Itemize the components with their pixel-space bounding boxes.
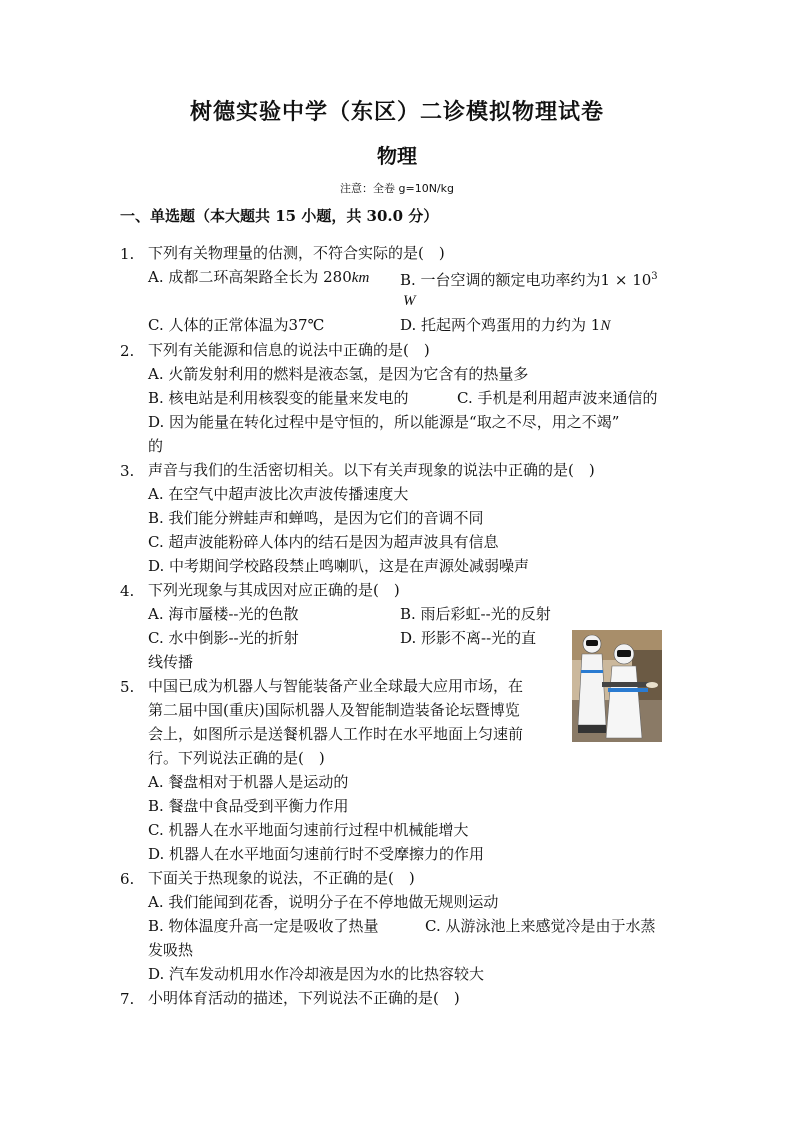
option-c: C. 从游泳池上来感觉冷是由于水蒸 (425, 917, 656, 935)
option-d: D. 托起两个鸡蛋用的力约为 1N (400, 316, 611, 334)
option-b: B. 雨后彩虹--光的反射 (400, 605, 551, 623)
section-heading: 一、单选题（本大题共 15 小题，共 30.0 分） (120, 207, 439, 225)
option-b: B. 物体温度升高一定是吸收了热量 (148, 917, 379, 935)
option-d: D. 中考期间学校路段禁止鸣喇叭，这是在声源处减弱噪声 (148, 557, 530, 575)
question-stem-cont: 第二届中国(重庆)国际机器人及智能制造装备论坛暨博览 (148, 701, 520, 719)
question-number: 4. (120, 582, 135, 600)
exam-subject: 物理 (377, 144, 417, 168)
question-number: 7. (120, 990, 135, 1008)
question-stem: 下列有关能源和信息的说法中正确的是( ) (148, 341, 430, 359)
question-stem: 声音与我们的生活密切相关。以下有关声现象的说法中正确的是( ) (148, 461, 595, 479)
option-c: C. 机器人在水平地面匀速前行过程中机械能增大 (148, 821, 469, 839)
question-number: 6. (120, 870, 135, 888)
question-number: 2. (120, 342, 135, 360)
exam-note: 注意：全卷 g=10N/kg (340, 182, 454, 195)
option-b: B. 一台空调的额定电功率约为$1 \times 10^3$ (400, 271, 658, 289)
option-c: C. 人体的正常体温为37℃ (148, 316, 325, 334)
question-number: 3. (120, 462, 135, 480)
option-d-cont: 线传播 (148, 653, 194, 671)
question-stem: 小明体育活动的描述，下列说法不正确的是( ) (148, 989, 460, 1007)
option-a: A. 成都二环高架路全长为 280km (148, 268, 370, 286)
option-c-cont: 发吸热 (148, 941, 194, 959)
option-d: D. 因为能量在转化过程中是守恒的，所以能源是“取之不尽，用之不竭” (148, 413, 620, 431)
option-b-unit: W (403, 293, 416, 309)
exam-title: 树德实验中学（东区）二诊模拟物理试卷 (189, 99, 604, 125)
option-b: B. 核电站是利用核裂变的能量来发电的 (148, 389, 409, 407)
robot-photo (572, 630, 662, 742)
option-c: C. 手机是利用超声波来通信的 (457, 389, 658, 407)
question-stem: 下列有关物理量的估测，不符合实际的是( ) (148, 244, 445, 262)
option-d: D. 汽车发动机用水作冷却液是因为水的比热容较大 (148, 965, 485, 983)
question-stem: 下列光现象与其成因对应正确的是( ) (148, 581, 400, 599)
question-stem-cont: 会上，如图所示是送餐机器人工作时在水平地面上匀速前 (148, 725, 524, 743)
option-b: B. 我们能分辨蛙声和蝉鸣，是因为它们的音调不同 (148, 509, 484, 527)
question-number: 5. (120, 678, 135, 696)
option-c: C. 水中倒影--光的折射 (148, 629, 299, 647)
question-number: 1. (120, 245, 135, 263)
option-d: D. 机器人在水平地面匀速前行时不受摩擦力的作用 (148, 845, 485, 863)
option-d-cont: 的 (148, 437, 164, 455)
option-b: B. 餐盘中食品受到平衡力作用 (148, 797, 349, 815)
option-d: D. 形影不离--光的直 (400, 629, 537, 647)
question-stem: 中国已成为机器人与智能装备产业全球最大应用市场，在 (148, 677, 524, 695)
option-a: A. 餐盘相对于机器人是运动的 (148, 773, 349, 791)
question-stem-cont: 行。下列说法正确的是( ) (148, 749, 325, 767)
option-a: A. 火箭发射利用的燃料是液态氢，是因为它含有的热量多 (148, 365, 529, 383)
question-stem: 下面关于热现象的说法，不正确的是( ) (148, 869, 415, 887)
option-c: C. 超声波能粉碎人体内的结石是因为超声波具有信息 (148, 533, 499, 551)
option-a: A. 海市蜃楼--光的色散 (148, 605, 299, 623)
option-a: A. 在空气中超声波比次声波传播速度大 (148, 485, 409, 503)
option-a: A. 我们能闻到花香，说明分子在不停地做无规则运动 (148, 893, 499, 911)
